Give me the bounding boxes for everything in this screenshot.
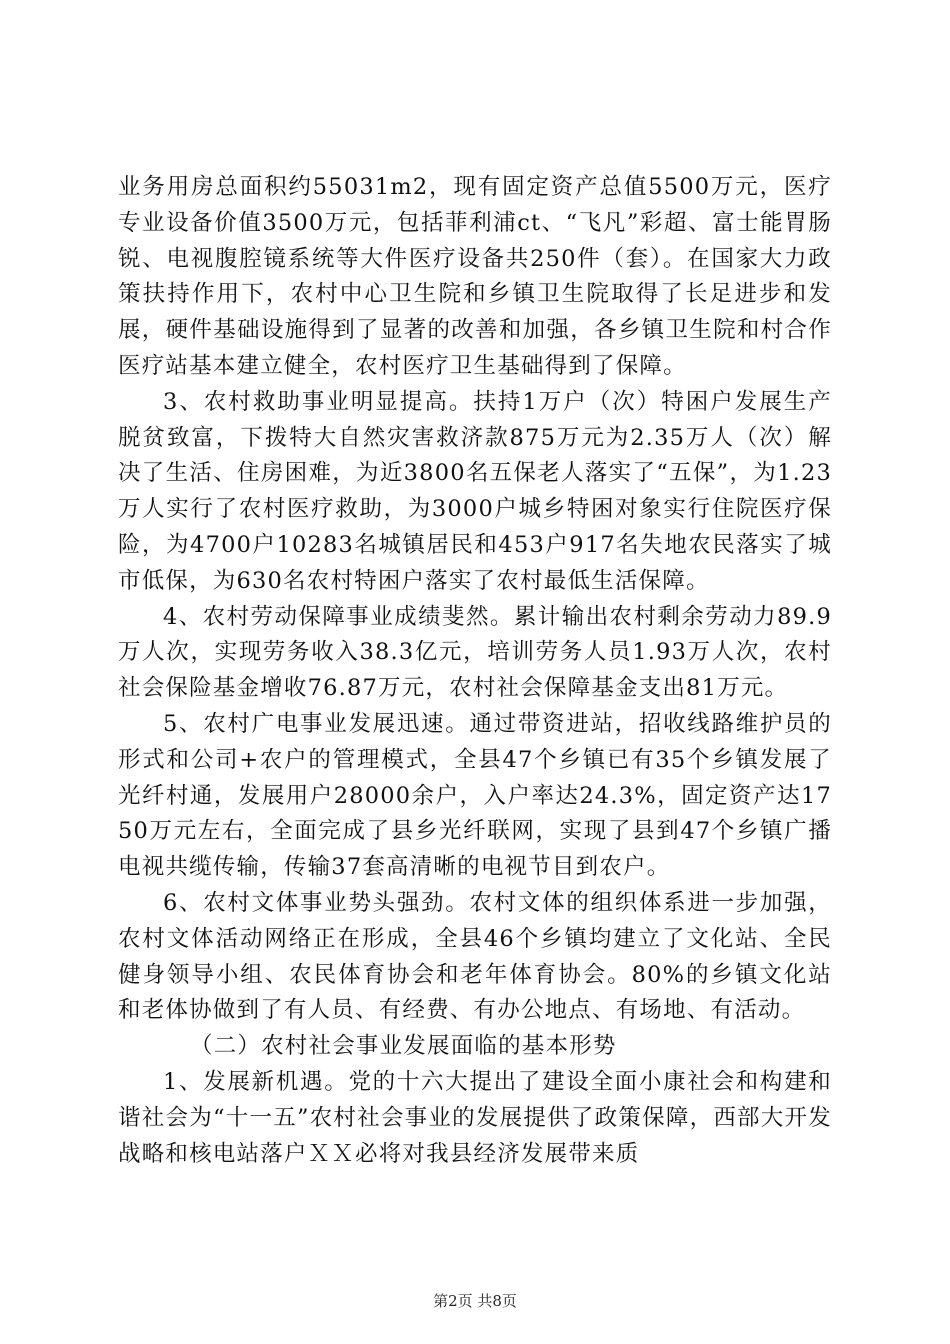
page-footer: 第2页 共8页 xyxy=(433,1292,517,1310)
paragraph-opportunity: 1、发展新机遇。党的十六大提出了建设全面小康社会和构建和谐社会为“十一五”农村社会事业的发展提供了政策保障，西部大开发战略和核电站落户ＸＸ必将对我县经济发展带来质 xyxy=(118,1068,832,1167)
paragraph-broadcast: 5、农村广电事业发展迅速。通过带资进站，招收线路维护员的形式和公司+农户的管理模式，全县47个乡镇已有35个乡镇发展了光纤村通，发展用户28000余户，入户率达24.3%，固定资产达1750万元左右，全面完成了县乡光纤联网，实现了县到47个乡镇广播电视共缆传输，传输37套高清晰的电视节目到农户。 xyxy=(118,710,832,881)
paragraph-relief: 3、农村救助事业明显提高。扶持1万户（次）特困户发展生产脱贫致富，下拨特大自然灾害救济款875万元为2.35万人（次）解决了生活、住房困难，为近3800名五保老人落实了“五保”，为1.23万人实行了农村医疗救助，为3000户城乡特困对象实行住院医疗保险，为4700户10283名城镇居民和453户917名失地农民落实了城市低保，为630名农村特困户落实了农村最低生活保障。 xyxy=(118,388,832,594)
document-body xyxy=(118,170,832,1172)
paragraph-culture-sports: 6、农村文体事业势头强劲。农村文体的组织体系进一步加强，农村文体活动网络正在形成，全县46个乡镇均建立了文化站、全民健身领导小组、农民体育协会和老年体育协会。80%的乡镇文化站和老体协做到了有人员、有经费、有办公地点、有场地、有活动。 xyxy=(118,889,832,1024)
paragraph-facilities: 业务用房总面积约55031m2，现有固定资产总值5500万元，医疗专业设备价值3500万元，包括菲利浦ct、“飞凡”彩超、富士能胃肠锐、电视腹腔镜系统等大件医疗设备共250件（套）。在国家大力政策扶持作用下，农村中心卫生院和乡镇卫生院取得了长足进步和发展，硬件基础设施得到了显著的改善和加强，各乡镇卫生院和村合作医疗站基本建立健全，农村医疗卫生基础得到了保障。 xyxy=(118,174,832,379)
section-heading: （二）农村社会事业发展面临的基本形势 xyxy=(190,1033,617,1060)
paragraph-labor: 4、农村劳动保障事业成绩斐然。累计输出农村剩余劳动力89.9万人次，实现劳务收入38.3亿元，培训劳务人员1.93万人次，农村社会保险基金增收76.87万元，农村社会保障基金支出81万元。 xyxy=(118,603,832,702)
